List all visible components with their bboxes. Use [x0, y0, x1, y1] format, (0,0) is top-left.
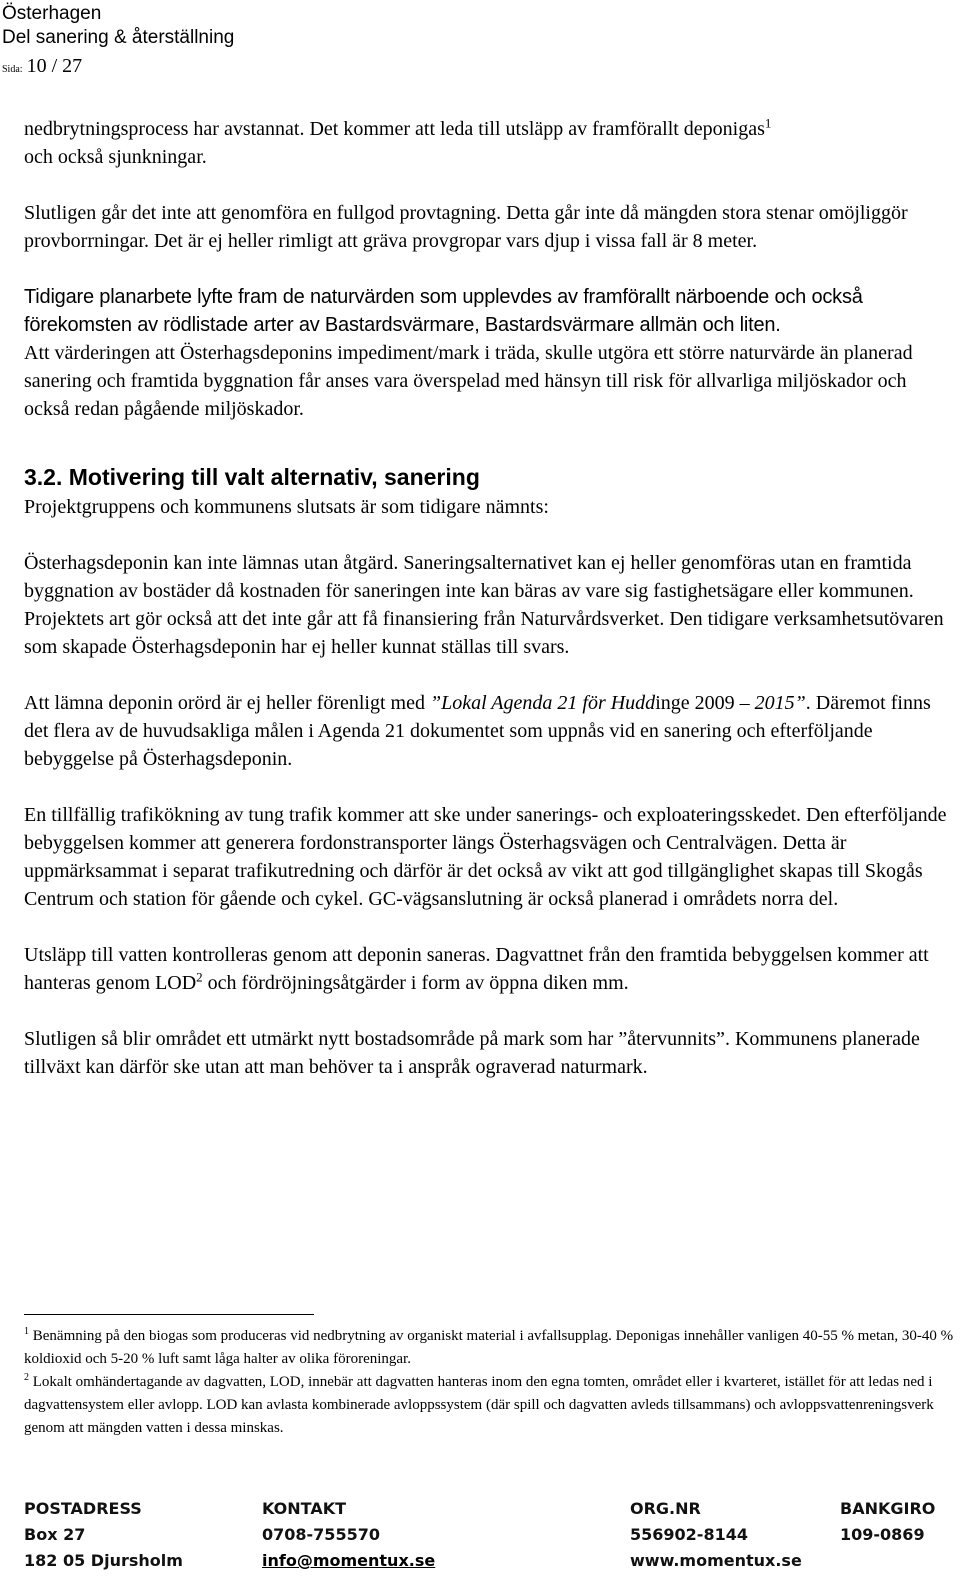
footer-org-title: ORG.NR: [630, 1499, 701, 1518]
footnote-2: $^2$ Lokalt omhändertagande av dagvatten, LOD, innebär att dagvatten hanteras inom den egna tomten, området eller i kvarteret, istället för att ledas ned i dagvattensystem eller avlopp. LOD kan avlasta kombinerade avloppssystem (där spill och dagvatten avleds tillsammans) och avloppsvattenreningsverk genom att mängden vatten i dessa minskas.: [24, 1372, 934, 1436]
page-footer: [24, 1496, 944, 1586]
footer-website[interactable]: www.momentux.se: [630, 1551, 802, 1570]
paragraph-7: Att lämna deponin orörd är ej heller förenligt med ”Lokal Agenda 21 för Huddinge 2009 – 2015”. Däremot finns det flera av de huvudsakliga målen i Agenda 21 dokumentet som uppnås vid en sanering och efterföljande bebyggelse på Österhagsdeponin.: [24, 692, 931, 770]
footer-org-value: 556902-8144: [630, 1525, 748, 1544]
page-header: [2, 2, 234, 84]
paragraph-3: Tidigare planarbete lyfte fram de naturvärden som upplevdes av framförallt närboende och också förekomsten av rödlistade arter av Bastardsvärmare, Bastardsvärmare allmän och liten.: [24, 286, 863, 336]
paragraph-5: Projektgruppens och kommunens slutsats är som tidigare nämnts:: [24, 496, 549, 518]
document-body: [24, 115, 954, 1081]
header-document-part: Del sanering & återställning: [2, 27, 235, 48]
footer-email-link[interactable]: info@momentux.se: [262, 1551, 436, 1570]
section-heading: 3.2. Motivering till valt alternativ, sanering: [24, 464, 480, 490]
footnote-ref-1[interactable]: 1: [764, 115, 772, 131]
page-label: Sida:: [2, 64, 23, 75]
footer-bankgiro-title: BANKGIRO: [840, 1499, 936, 1518]
footnote-ref-2[interactable]: 2: [196, 969, 203, 985]
paragraph-8: En tillfällig trafikökning av tung trafik kommer att ske under sanerings- och exploateringsskedet. Den efterföljande bebyggelsen kommer att generera fordonstransporter längs Österhagsvägen och Centralvägen. Detta är uppmärksammat i separat trafikutredning och därför är det också av vikt att god tillgänglighet skapas till Skogås Centrum och station för gående och cykel. GC-vägsanslutning är också planerad i områdets norra del.: [24, 804, 947, 910]
page-number: [2, 52, 234, 84]
paragraph-1: nedbrytningsprocess har avstannat. Det kommer att leda till utsläpp av framförallt deponigas$^1$ och också sjunkningar.: [24, 115, 772, 168]
footer-phone: 0708-755570: [262, 1525, 380, 1544]
footer-contact-title: KONTAKT: [262, 1499, 347, 1518]
footer-postal-city: 182 05 Djursholm: [24, 1551, 183, 1570]
paragraph-10: Slutligen så blir området ett utmärkt nytt bostadsområde på mark som har ”återvunnits”. Kommunens planerade tillväxt kan därför ske utan att man behöver ta i anspråk ograverad naturmark.: [24, 1028, 920, 1078]
agenda-title: ”Lokal Agenda 21 för Hudd: [429, 692, 656, 714]
footer-bankgiro-value: 109-0869: [840, 1525, 925, 1544]
footer-org-number: [630, 1496, 802, 1574]
page-value: 10 / 27: [26, 55, 83, 77]
footnote-divider: [24, 1314, 314, 1315]
header-project-name: Österhagen: [2, 3, 102, 24]
paragraph-6: Österhagsdeponin kan inte lämnas utan åtgärd. Saneringsalternativet kan ej heller genomföras utan en framtida byggnation av bostäder då kostnaden för saneringen inte kan bäras av vare sig fastighetsägare eller kommunen. Projektets art gör också att det inte går att få finansiering från Naturvårdsverket. Den tidigare verksamhetsutövaren som skapade Österhagsdeponin har ej heller kunnat ställas till svars.: [24, 552, 944, 658]
footnotes: [24, 1314, 954, 1440]
footnote-1: $^1$ Benämning på den biogas som produceras vid nedbrytning av organiskt material i avfallsupplag. Deponigas innehåller vanligen 40-55 % metan, 30-40 % koldioxid och 5-20 % luft samt låga halter av olika föroreningar.: [24, 1326, 954, 1367]
paragraph-2: Slutligen går det inte att genomföra en fullgod provtagning. Detta går inte då mängden stora stenar omöjliggör provborrningar. Det är ej heller rimligt att gräva provgropar vars djup i vissa fall är 8 meter.: [24, 202, 908, 252]
footer-postal-title: POSTADRESS: [24, 1499, 142, 1518]
footer-contact: [262, 1496, 435, 1574]
footer-postal-box: Box 27: [24, 1525, 86, 1544]
footer-bankgiro: [840, 1496, 935, 1548]
footer-postal-address: [24, 1496, 183, 1574]
paragraph-9: Utsläpp till vatten kontrolleras genom att deponin saneras. Dagvattnet från den framtida bebyggelsen kommer att hanteras genom LOD$^2$ och fördröjningsåtgärder i form av öppna diken mm.: [24, 944, 929, 994]
paragraph-4: Att värderingen att Österhagsdeponins impediment/mark i träda, skulle utgöra ett större naturvärde än planerad sanering och framtida byggnation får anses vara överspelad med hänsyn till risk för allvarliga miljöskador och också redan pågående miljöskador.: [24, 342, 913, 420]
